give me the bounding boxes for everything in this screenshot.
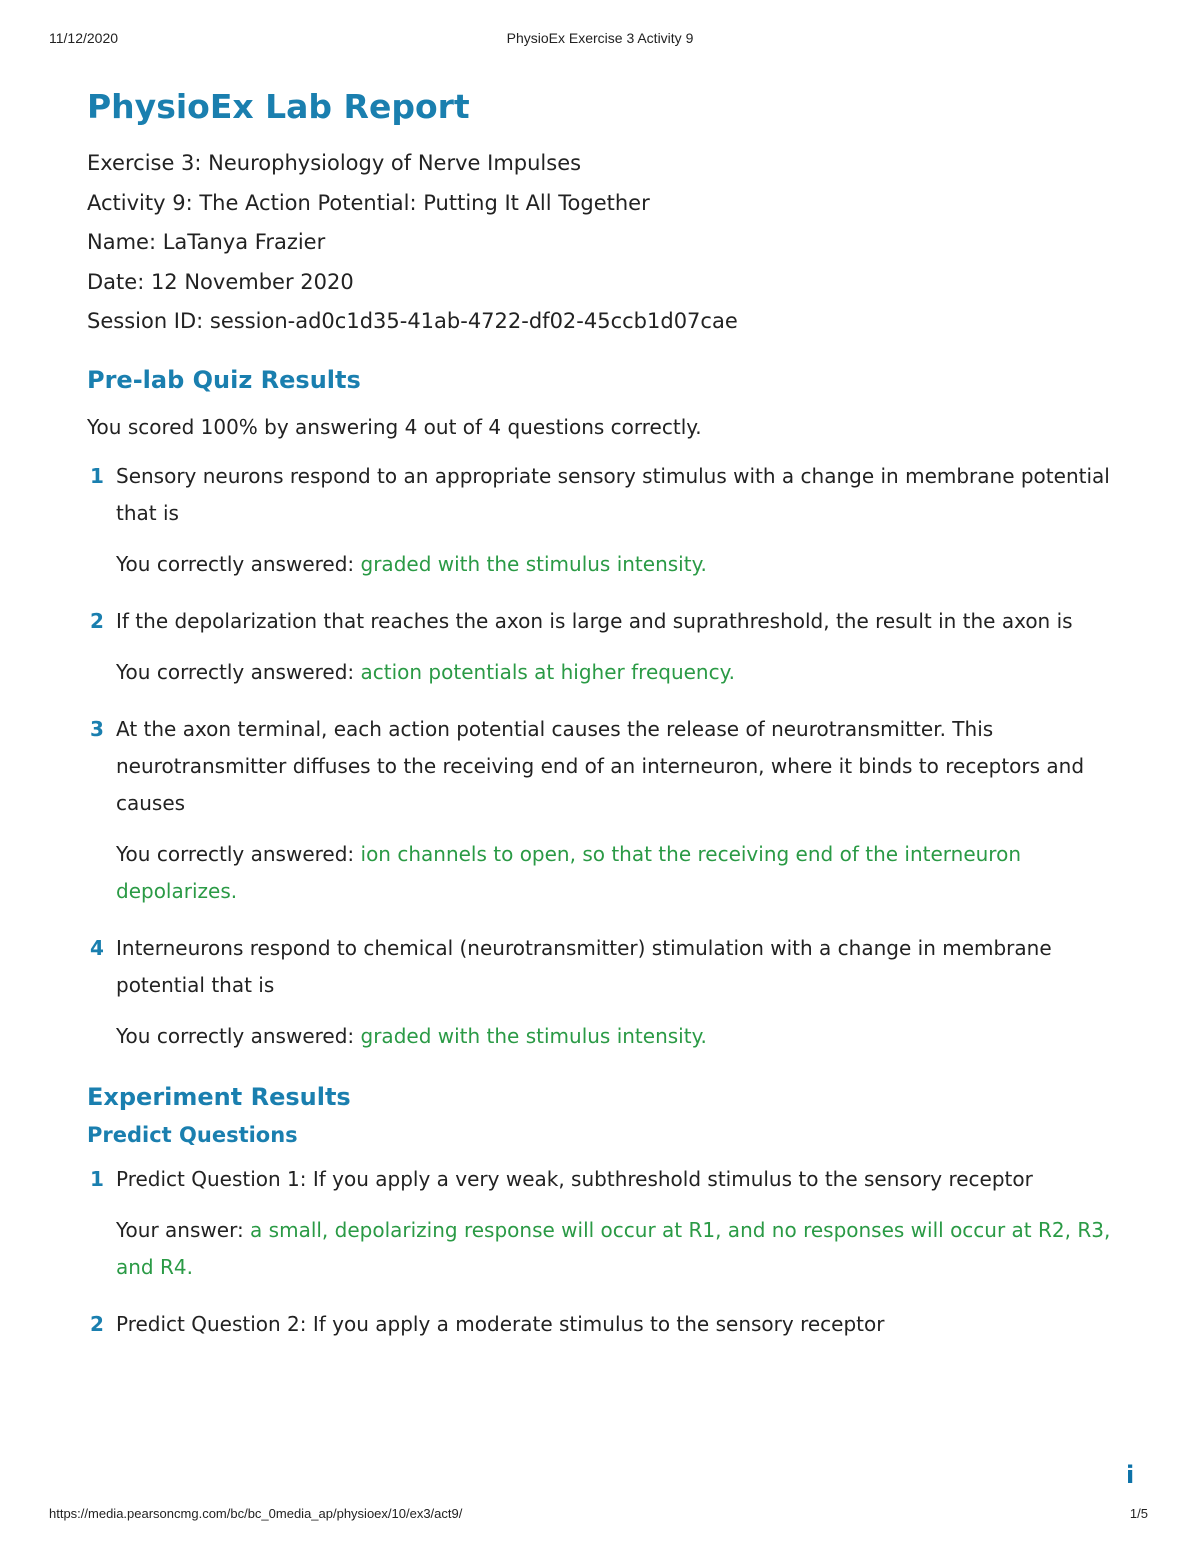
- print-header: [0, 30, 1200, 50]
- prelab-score: You scored 100% by answering 4 out of 4 questions correctly.: [87, 414, 702, 439]
- report-content: [87, 84, 1137, 1343]
- exercise-line: Exercise 3: Neurophysiology of Nerve Impulses: [87, 151, 582, 175]
- page-url: https://media.pearsoncmg.com/bc/bc_0media_ap/physioex/10/ex3/act9/: [49, 1506, 463, 1521]
- predict-question: [87, 1161, 1137, 1286]
- answer-prefix: You correctly answered:: [116, 1023, 361, 1048]
- prelab-question: [87, 930, 1137, 1055]
- experiment-heading: Experiment Results: [87, 1082, 351, 1111]
- question-text: If the depolarization that reaches the axon is large and suprathreshold, the result in the axon is: [116, 608, 1073, 633]
- question-number: 3: [90, 716, 104, 741]
- predict-question: [87, 1306, 1137, 1343]
- question-text: At the axon terminal, each action potential causes the release of neurotransmitter. This neurotransmitter diffuses to the receiving end of an interneuron, where it binds to receptors and causes: [116, 716, 1085, 815]
- date-line: Date: 12 November 2020: [87, 269, 354, 294]
- question-answer: [116, 1212, 1137, 1286]
- question-text: Predict Question 1: If you apply a very weak, subthreshold stimulus to the sensory receptor: [116, 1166, 1033, 1191]
- activity-line: Activity 9: The Action Potential: Putting It All Together: [87, 190, 650, 215]
- prelab-question: [87, 711, 1137, 910]
- info-icon[interactable]: i: [1126, 1461, 1135, 1489]
- question-answer: [116, 546, 1137, 583]
- prelab-question: [87, 603, 1137, 691]
- prelab-question: [87, 458, 1137, 583]
- print-date: 11/12/2020: [49, 30, 119, 46]
- report-title: PhysioEx Lab Report: [87, 87, 470, 126]
- name-line: Name: LaTanya Frazier: [87, 230, 326, 254]
- answer-value: graded with the stimulus intensity.: [360, 1023, 707, 1048]
- answer-prefix: You correctly answered:: [116, 659, 361, 684]
- answer-value: a small, depolarizing response will occur at R1, and no responses will occur at R2, R3, and R4.: [116, 1217, 1111, 1279]
- question-answer: [116, 1018, 1137, 1055]
- answer-prefix: You correctly answered:: [116, 841, 361, 866]
- question-answer: [116, 654, 1137, 691]
- print-title: PhysioEx Exercise 3 Activity 9: [506, 30, 694, 46]
- answer-value: action potentials at higher frequency.: [360, 659, 735, 684]
- prelab-heading: Pre-lab Quiz Results: [87, 365, 361, 394]
- question-text: Sensory neurons respond to an appropriate sensory stimulus with a change in membrane potential that is: [116, 463, 1110, 525]
- question-number: 1: [90, 463, 104, 488]
- question-text: Interneurons respond to chemical (neurotransmitter) stimulation with a change in membrane potential that is: [116, 935, 1052, 997]
- print-footer: [0, 1506, 1200, 1526]
- answer-prefix: Your answer:: [116, 1217, 251, 1242]
- question-number: 2: [90, 608, 104, 633]
- predict-heading: Predict Questions: [87, 1122, 298, 1147]
- page-number: 1/5: [1129, 1506, 1148, 1521]
- report-meta: [87, 144, 1137, 342]
- question-answer: [116, 836, 1137, 910]
- answer-value: graded with the stimulus intensity.: [360, 551, 707, 576]
- question-number: 1: [90, 1166, 104, 1191]
- question-number: 2: [90, 1311, 104, 1336]
- answer-value: ion channels to open, so that the receiving end of the interneuron depolarizes.: [116, 841, 1022, 903]
- question-number: 4: [90, 935, 104, 960]
- question-text: Predict Question 2: If you apply a moderate stimulus to the sensory receptor: [116, 1311, 885, 1336]
- answer-prefix: You correctly answered:: [116, 551, 361, 576]
- session-line: Session ID: session-ad0c1d35-41ab-4722-df02-45ccb1d07cae: [87, 309, 738, 333]
